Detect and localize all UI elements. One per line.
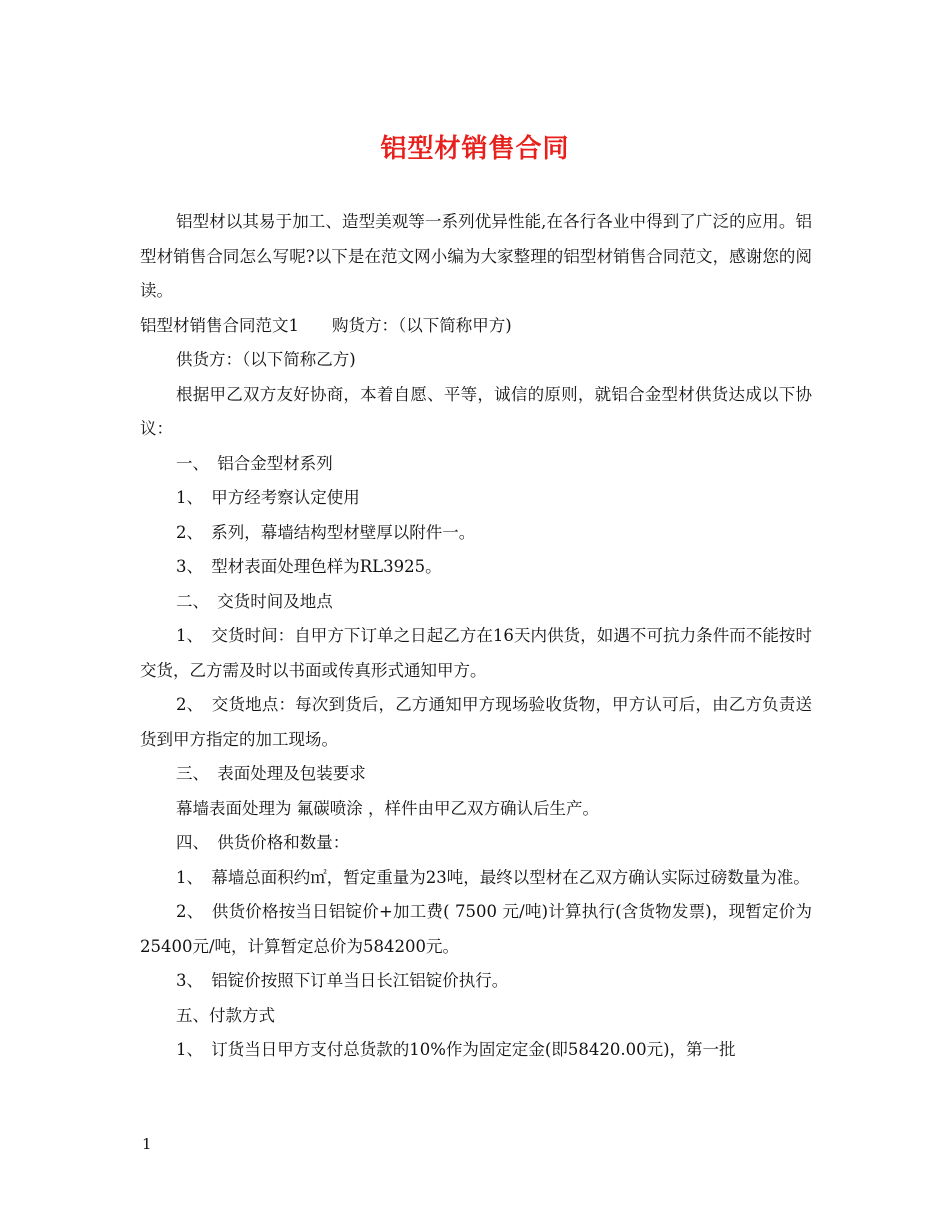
- paragraph-supplier: 供货方：（以下简称乙方): [176, 350, 356, 369]
- section-heading-3: 三、 表面处理及包装要求: [176, 764, 366, 783]
- clause-2-1: 1、 交货时间：自甲方下订单之日起乙方在16天内供货，如遇不可抗力条件而不能按时交货，乙方需及时以书面或传真形式通知甲方。: [140, 626, 812, 680]
- clause-5-1: 1、 订货当日甲方支付总货款的10%作为固定定金(即58420.00元)，第一批: [176, 1040, 736, 1059]
- section-heading-5: 五、付款方式: [176, 1005, 275, 1025]
- clause-4-2: 2、 供货价格按当日铝锭价+加工费( 7500 元/吨)计算执行(含货物发票)，现暂定价为25400元/吨，计算暂定总价为584200元。: [140, 902, 812, 956]
- section-heading-4: 四、 供货价格和数量：: [176, 833, 350, 852]
- document-title: 铝型材销售合同: [380, 134, 570, 164]
- document-body: [140, 205, 812, 1068]
- page-number: 1: [142, 1135, 152, 1153]
- clause-4-1: 1、 幕墙总面积约㎡，暂定重量为23吨，最终以型材在乙双方确认实际过磅数量为准。: [176, 867, 810, 887]
- section-heading-1: 一、 铝合金型材系列: [176, 453, 333, 473]
- clause-1-1: 1、 甲方经考察认定使用: [176, 488, 360, 507]
- clause-1-3: 3、 型材表面处理色样为RL3925。: [176, 557, 442, 576]
- clause-4-3: 3、 铝锭价按照下订单当日长江铝锭价执行。: [176, 971, 509, 990]
- clause-3-1: 幕墙表面处理为 氟碳喷涂 ，样件由甲乙双方确认后生产。: [176, 798, 599, 818]
- clause-2-2: 2、 交货地点：每次到货后，乙方通知甲方现场验收货物，甲方认可后，由乙方负责送货到甲方指定的加工现场。: [140, 695, 812, 749]
- paragraph-agreement: 根据甲乙双方友好协商，本着自愿、平等，诚信的原则，就铝合金型材供货达成以下协议：: [140, 384, 812, 438]
- clause-1-2: 2、 系列，幕墙结构型材壁厚以附件一。: [176, 522, 476, 542]
- section-heading-2: 二、 交货时间及地点: [176, 591, 333, 611]
- paragraph-intro: 铝型材以其易于加工、造型美观等一系列优异性能,在各行各业中得到了广泛的应用。铝型材销售合同怎么写呢?以下是在范文网小编为大家整理的铝型材销售合同范文，感谢您的阅读。: [140, 212, 812, 300]
- paragraph-buyer: 铝型材销售合同范文1 购货方：（以下简称甲方): [140, 315, 512, 335]
